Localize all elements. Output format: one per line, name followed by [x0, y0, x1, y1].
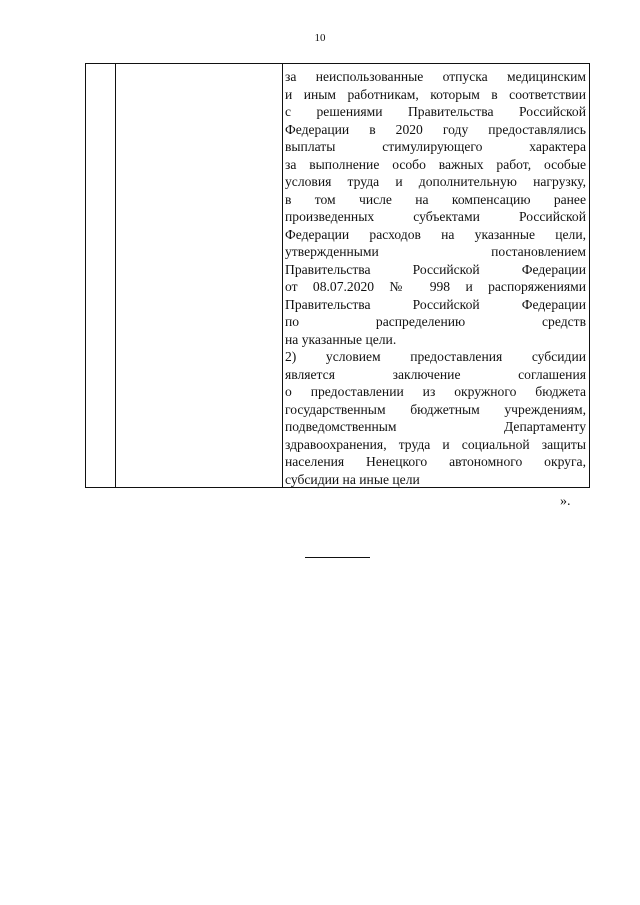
text-line: утвержденными постановлением: [285, 244, 586, 259]
text-line: Федерации расходов на указанные цели,: [285, 226, 586, 242]
text-line: по распределению средств: [285, 314, 586, 329]
text-line: подведомственным Департаменту: [285, 419, 586, 434]
text-line: и иным работникам, которым в соответствии: [285, 86, 586, 102]
column-divider-1: [115, 64, 116, 487]
text-line: Федерации в 2020 году предоставлялись: [285, 121, 586, 137]
text-line: с решениями Правительства Российской: [285, 104, 586, 119]
text-line: за выполнение особо важных работ, особые: [285, 156, 586, 172]
text-line: на указанные цели.: [285, 331, 397, 347]
text-line: произведенных субъектами Российской: [285, 209, 586, 224]
document-table: [85, 63, 590, 488]
end-of-document-rule: [305, 557, 370, 558]
text-line: в том числе на компенсацию ранее: [285, 191, 586, 207]
text-line: условия труда и дополнительную нагрузку,: [285, 174, 586, 189]
text-line: здравоохранения, труда и социальной защиты: [285, 436, 586, 452]
text-line: за неиспользованные отпуска медицинским: [285, 69, 586, 84]
text-line: от 08.07.2020 № 998 и распоряжениями: [285, 279, 586, 294]
table-cell-text: [285, 68, 586, 488]
text-line: выплаты стимулирующего характера: [285, 139, 586, 154]
text-line: Правительства Российской Федерации: [285, 296, 586, 312]
text-line: государственным бюджетным учреждениям,: [285, 401, 586, 417]
column-divider-2: [282, 64, 283, 487]
closing-quote-mark: ».: [560, 494, 571, 509]
text-line: о предоставлении из окружного бюджета: [285, 384, 586, 399]
text-line: 2) условием предоставления субсидии: [285, 349, 586, 364]
text-line: субсидии на иные цели: [285, 471, 420, 487]
text-line: Правительства Российской Федерации: [285, 261, 586, 277]
text-line: является заключение соглашения: [285, 366, 586, 382]
text-line: населения Ненецкого автономного округа,: [285, 454, 586, 469]
page-number: 10: [314, 32, 326, 44]
